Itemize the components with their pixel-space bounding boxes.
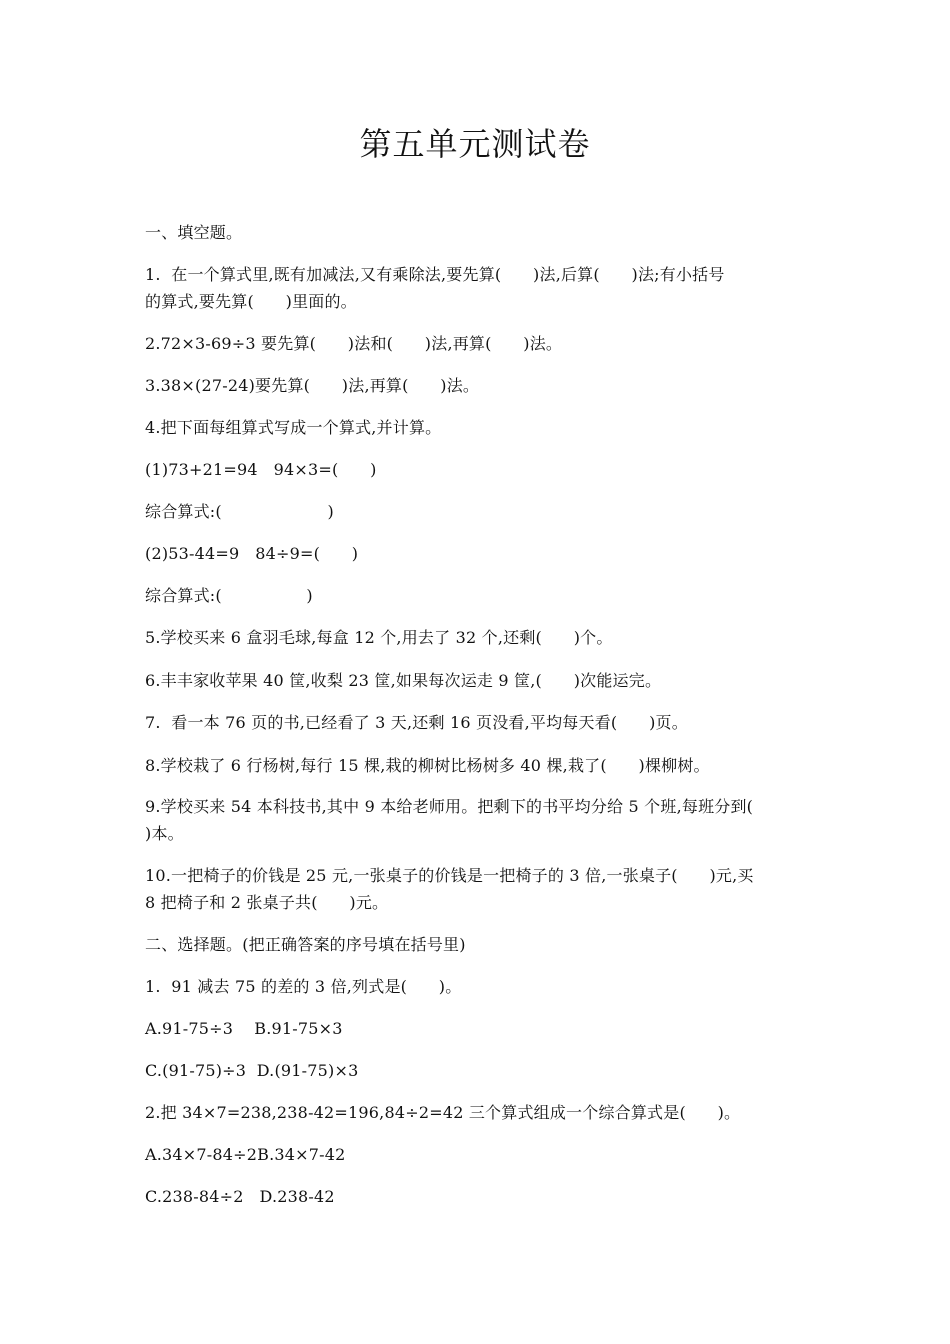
question-line: )本。	[145, 824, 184, 843]
question-line: (1)73+21=94 94×3=( )	[145, 460, 377, 479]
question-line: 10.一把椅子的价钱是 25 元,一张桌子的价钱是一把椅子的 3 倍,一张桌子( )元,买	[145, 866, 754, 885]
question-line: 3.38×(27-24)要先算( )法,再算( )法。	[145, 376, 480, 395]
question-line: 7. 看一本 76 页的书,已经看了 3 天,还剩 16 页没看,平均每天看( )页。	[145, 713, 688, 732]
question-line: 5.学校买来 6 盒羽毛球,每盒 12 个,用去了 32 个,还剩( )个。	[145, 628, 613, 647]
question-line: 4.把下面每组算式写成一个算式,并计算。	[145, 418, 442, 437]
question-line: (2)53-44=9 84÷9=( )	[145, 544, 359, 563]
question-line: 9.学校买来 54 本科技书,其中 9 本给老师用。把剩下的书平均分给 5 个班,每班分到(	[145, 797, 754, 816]
question-line: 综合算式:( )	[145, 502, 334, 521]
question-line: 2.把 34×7=238,238-42=196,84÷2=42 三个算式组成一个综合算式是( )。	[145, 1103, 741, 1122]
section-heading-fill-in: 一、填空题。	[145, 223, 243, 242]
question-line: 1. 在一个算式里,既有加减法,又有乘除法,要先算( )法,后算( )法;有小括号	[145, 265, 725, 284]
question-line: 1. 91 减去 75 的差的 3 倍,列式是( )。	[145, 977, 462, 996]
option-line: C.238-84÷2 D.238-42	[145, 1187, 335, 1206]
question-line: 综合算式:( )	[145, 586, 313, 605]
option-line: A.91-75÷3 B.91-75×3	[145, 1019, 343, 1038]
question-line: 6.丰丰家收苹果 40 筐,收梨 23 筐,如果每次运走 9 筐,( )次能运完。	[145, 671, 662, 690]
page-title: 第五单元测试卷	[359, 125, 591, 163]
question-line: 8.学校栽了 6 行杨树,每行 15 棵,栽的柳树比杨树多 40 棵,栽了( )棵柳树。	[145, 756, 710, 775]
option-line: C.(91-75)÷3 D.(91-75)×3	[145, 1061, 359, 1080]
question-line: 8 把椅子和 2 张桌子共( )元。	[145, 893, 389, 912]
question-line: 的算式,要先算( )里面的。	[145, 292, 357, 311]
question-line: 2.72×3-69÷3 要先算( )法和( )法,再算( )法。	[145, 334, 563, 353]
option-line: A.34×7-84÷2B.34×7-42	[145, 1145, 346, 1164]
section-heading-choice: 二、选择题。(把正确答案的序号填在括号里)	[145, 935, 466, 954]
